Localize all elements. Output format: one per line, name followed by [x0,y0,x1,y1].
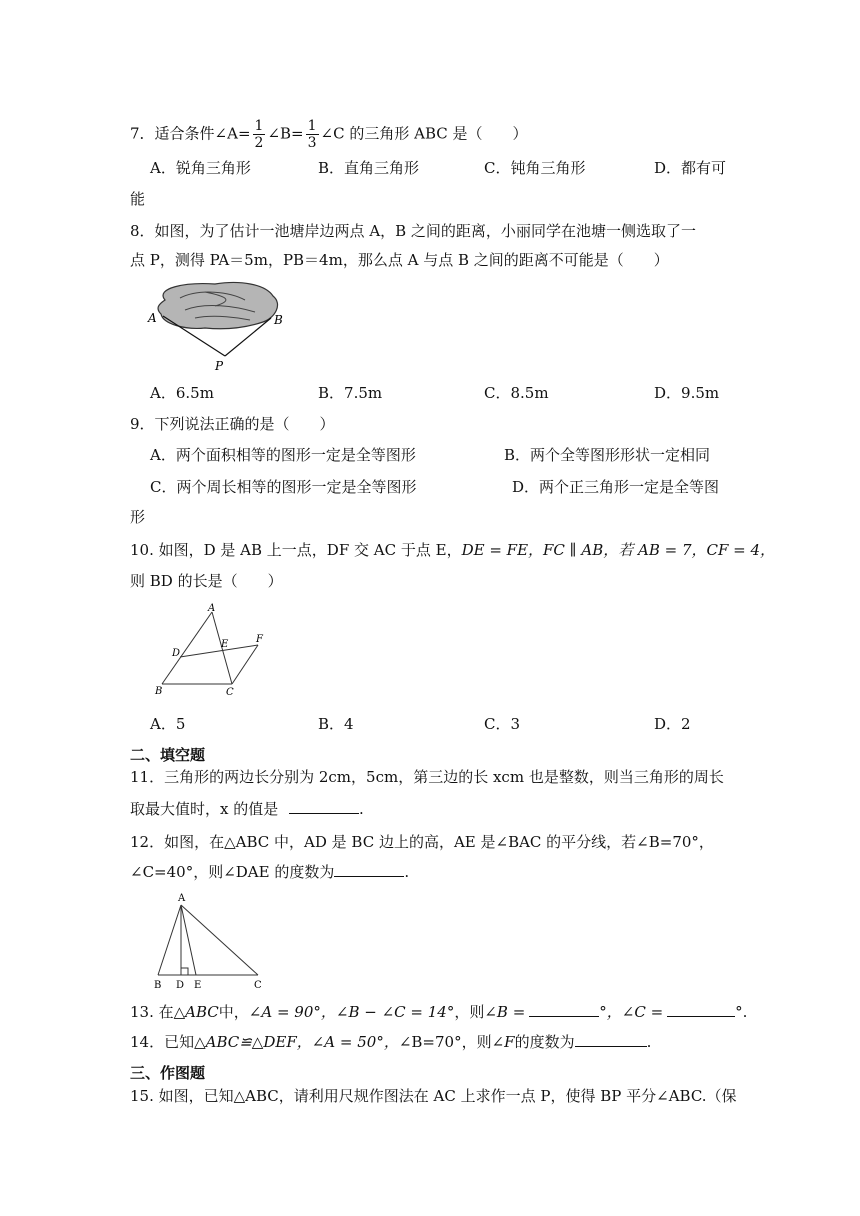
q7-stem [130,118,528,151]
q13-text-a: 13. 在 [130,1003,174,1021]
q8-option-d: D．9.5m [654,384,720,402]
q14-end: . [646,1033,652,1051]
label-d: D [172,648,181,659]
q9-stem: 9．下列说法正确的是（ ） [130,415,335,433]
q11-answer-blank[interactable] [289,799,359,814]
q13-text-b: 中， [218,1003,249,1021]
q10-line2: 则 BD 的长是（ ） [130,572,283,590]
q13-answer-blank-c[interactable] [667,1002,735,1017]
q8-line2: 点 P，测得 PA＝5m，PB＝4m，那么点 A 与点 B 之间的距离不可能是（ ） [130,251,669,269]
label-a: A [148,311,157,325]
q14-text-b: ∠B=70°，则 [398,1033,492,1051]
q7-text-b: ∠B= [267,124,304,143]
q13-answer-blank-b[interactable] [529,1002,599,1017]
q7-text-c: ∠C 的三角形 ABC 是（ ） [320,124,528,143]
frac1-numerator: 1 [254,118,264,134]
q14-stem [130,1032,651,1052]
q9-wrap: 形 [130,508,146,526]
q13-angle-c: °，∠C = [599,1003,664,1021]
q9-option-c: C．两个周长相等的图形一定是全等图形 [150,478,417,496]
q8-option-b: B．7.5m [318,384,383,402]
q7-text-a: 7．适合条件∠A= [130,124,251,143]
label-p: P [215,359,224,373]
q10-line1 [130,540,775,560]
q13-angle-b: ∠B = [484,1003,526,1021]
q14-congruence: △ABC≌△DEF，∠A = 50°， [194,1033,399,1051]
label-f: F [256,634,263,645]
label-c: C [226,687,234,698]
q7-option-b: B．直角三角形 [318,159,420,177]
q7-option-c: C．钝角三角形 [484,159,586,177]
q10-option-a: A．5 [150,715,186,733]
q11-line2-text: 取最大值时，x 的值是 [130,800,279,818]
q13-stem [130,1002,747,1022]
q14-text-a: 14．已知 [130,1033,195,1051]
label-e: E [221,639,229,650]
frac2-numerator: 1 [307,118,317,134]
q10-figure [150,600,275,700]
q14-angle-f: ∠F [491,1033,515,1051]
q13-triangle: △ABC [173,1003,219,1021]
q7-option-d: D．都有可 [654,159,727,177]
q10-line1-math: DE = FE，FC ∥ AB，若 AB = 7，CF = 4， [461,541,776,559]
q13-end: °. [735,1003,748,1021]
q12-answer-blank[interactable] [334,862,404,877]
q14-text-c: 的度数为 [514,1033,575,1051]
q10-option-c: C．3 [484,715,521,733]
q9-option-d: D．两个正三角形一定是全等图 [512,478,720,496]
q13-text-c: ，则 [454,1003,485,1021]
q12-line2-end: . [404,863,410,881]
q11-line2 [130,799,364,819]
q12-figure [148,890,273,992]
label-b: B [154,980,162,991]
q7-wrap: 能 [130,190,146,208]
q11-line1: 11．三角形的两边长分别为 2cm，5cm，第三边的长 xcm 也是整数，则当三角形的周长 [130,768,724,786]
section-heading-fill-blank: 二、填空题 [130,746,206,764]
q8-pond-figure [145,278,295,373]
label-c: C [254,980,262,991]
label-a: A [178,893,186,904]
q10-option-b: B．4 [318,715,354,733]
frac1-denominator: 2 [254,135,264,151]
q8-option-c: C．8.5m [484,384,549,402]
q12-line2 [130,862,409,882]
fraction-one-third [306,118,319,151]
q9-option-a: A．两个面积相等的图形一定是全等图形 [150,446,416,464]
label-b: B [155,686,163,697]
q12-line1: 12．如图，在△ABC 中，AD 是 BC 边上的高，AE 是∠BAC 的平分线，若∠B=70°， [130,833,714,851]
q8-option-a: A．6.5m [150,384,214,402]
label-b: B [274,313,283,327]
label-d: D [176,980,185,991]
q10-option-d: D．2 [654,715,691,733]
q14-answer-blank[interactable] [575,1032,647,1047]
q9-option-b: B．两个全等图形形状一定相同 [504,446,711,464]
label-a: A [208,603,216,614]
q11-line2-end: . [359,800,364,818]
label-e: E [194,980,202,991]
section-heading-construction: 三、作图题 [130,1064,206,1082]
fraction-one-half [253,118,266,151]
q8-line1: 8．如图，为了估计一池塘岸边两点 A，B 之间的距离，小丽同学在池塘一侧选取了一 [130,222,696,240]
q15-line1: 15. 如图，已知△ABC，请利用尺规作图法在 AC 上求作一点 P，使得 BP 平分∠ABC.（保 [130,1087,737,1105]
q7-option-a: A．锐角三角形 [150,159,251,177]
q12-line2-text: ∠C=40°，则∠DAE 的度数为 [130,863,335,881]
q10-line1-text: 10. 如图，D 是 AB 上一点，DF 交 AC 于点 E， [130,541,462,559]
q13-condition: ∠A = 90°，∠B − ∠C = 14° [248,1003,455,1021]
frac2-denominator: 3 [307,135,317,151]
